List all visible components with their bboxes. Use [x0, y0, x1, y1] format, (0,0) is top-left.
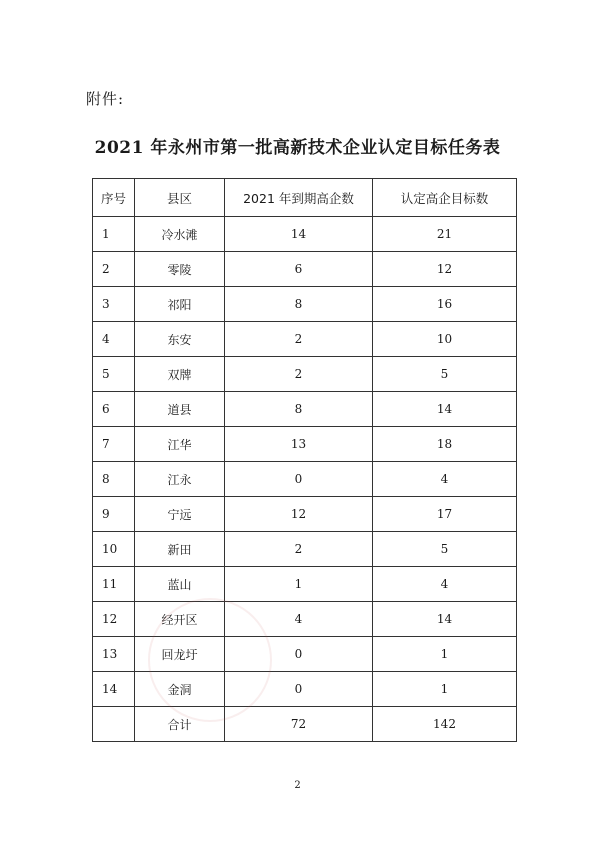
cell-expiring: 0 — [225, 672, 373, 707]
table-row — [93, 392, 517, 427]
cell-county: 零陵 — [135, 252, 225, 287]
table-row — [93, 532, 517, 567]
cell-county: 金洞 — [135, 672, 225, 707]
table-row — [93, 287, 517, 322]
cell-expiring: 2 — [225, 532, 373, 567]
cell-expiring: 8 — [225, 287, 373, 322]
header-expiring: 2021 年到期高企数 — [225, 179, 373, 217]
cell-county: 蓝山 — [135, 567, 225, 602]
table-row — [93, 252, 517, 287]
total-target: 142 — [373, 707, 517, 742]
table-row — [93, 322, 517, 357]
cell-county: 东安 — [135, 322, 225, 357]
cell-target: 18 — [373, 427, 517, 462]
table-row — [93, 217, 517, 252]
cell-expiring: 12 — [225, 497, 373, 532]
total-label: 合计 — [135, 707, 225, 742]
target-task-table — [92, 178, 517, 742]
table-header-row — [93, 179, 517, 217]
cell-expiring: 1 — [225, 567, 373, 602]
cell-target: 14 — [373, 602, 517, 637]
cell-target: 5 — [373, 532, 517, 567]
table-row — [93, 672, 517, 707]
cell-target: 5 — [373, 357, 517, 392]
cell-seq: 2 — [93, 252, 135, 287]
cell-target: 12 — [373, 252, 517, 287]
cell-target: 17 — [373, 497, 517, 532]
cell-target: 16 — [373, 287, 517, 322]
cell-expiring: 2 — [225, 322, 373, 357]
cell-target: 14 — [373, 392, 517, 427]
cell-county: 祁阳 — [135, 287, 225, 322]
attachment-label: 附件: — [86, 90, 125, 108]
cell-expiring: 13 — [225, 427, 373, 462]
cell-seq: 8 — [93, 462, 135, 497]
header-county: 县区 — [135, 179, 225, 217]
cell-expiring: 0 — [225, 637, 373, 672]
cell-county: 经开区 — [135, 602, 225, 637]
cell-county: 新田 — [135, 532, 225, 567]
cell-county: 回龙圩 — [135, 637, 225, 672]
header-seq: 序号 — [93, 179, 135, 217]
cell-seq: 6 — [93, 392, 135, 427]
table-row — [93, 602, 517, 637]
cell-seq: 12 — [93, 602, 135, 637]
cell-expiring: 0 — [225, 462, 373, 497]
cell-seq: 7 — [93, 427, 135, 462]
table-row — [93, 567, 517, 602]
cell-target: 4 — [373, 462, 517, 497]
cell-seq: 11 — [93, 567, 135, 602]
page-number: 2 — [294, 780, 301, 791]
cell-expiring: 14 — [225, 217, 373, 252]
cell-county: 双牌 — [135, 357, 225, 392]
cell-county: 宁远 — [135, 497, 225, 532]
table-row — [93, 427, 517, 462]
header-target: 认定高企目标数 — [373, 179, 517, 217]
cell-seq: 9 — [93, 497, 135, 532]
cell-seq: 1 — [93, 217, 135, 252]
cell-target: 10 — [373, 322, 517, 357]
cell-target: 4 — [373, 567, 517, 602]
cell-county: 江永 — [135, 462, 225, 497]
total-seq-cell — [93, 707, 135, 742]
cell-expiring: 4 — [225, 602, 373, 637]
document-title: 2021 年永州市第一批高新技术企业认定目标任务表 — [94, 138, 501, 158]
cell-seq: 10 — [93, 532, 135, 567]
cell-seq: 3 — [93, 287, 135, 322]
table-row — [93, 637, 517, 672]
cell-county: 道县 — [135, 392, 225, 427]
cell-seq: 4 — [93, 322, 135, 357]
cell-county: 江华 — [135, 427, 225, 462]
table-total-row — [93, 707, 517, 742]
cell-target: 1 — [373, 672, 517, 707]
cell-expiring: 8 — [225, 392, 373, 427]
cell-expiring: 2 — [225, 357, 373, 392]
cell-target: 21 — [373, 217, 517, 252]
table-row — [93, 357, 517, 392]
table-row — [93, 462, 517, 497]
cell-seq: 5 — [93, 357, 135, 392]
table-row — [93, 497, 517, 532]
cell-seq: 14 — [93, 672, 135, 707]
cell-county: 冷水滩 — [135, 217, 225, 252]
cell-target: 1 — [373, 637, 517, 672]
cell-seq: 13 — [93, 637, 135, 672]
total-expiring: 72 — [225, 707, 373, 742]
cell-expiring: 6 — [225, 252, 373, 287]
